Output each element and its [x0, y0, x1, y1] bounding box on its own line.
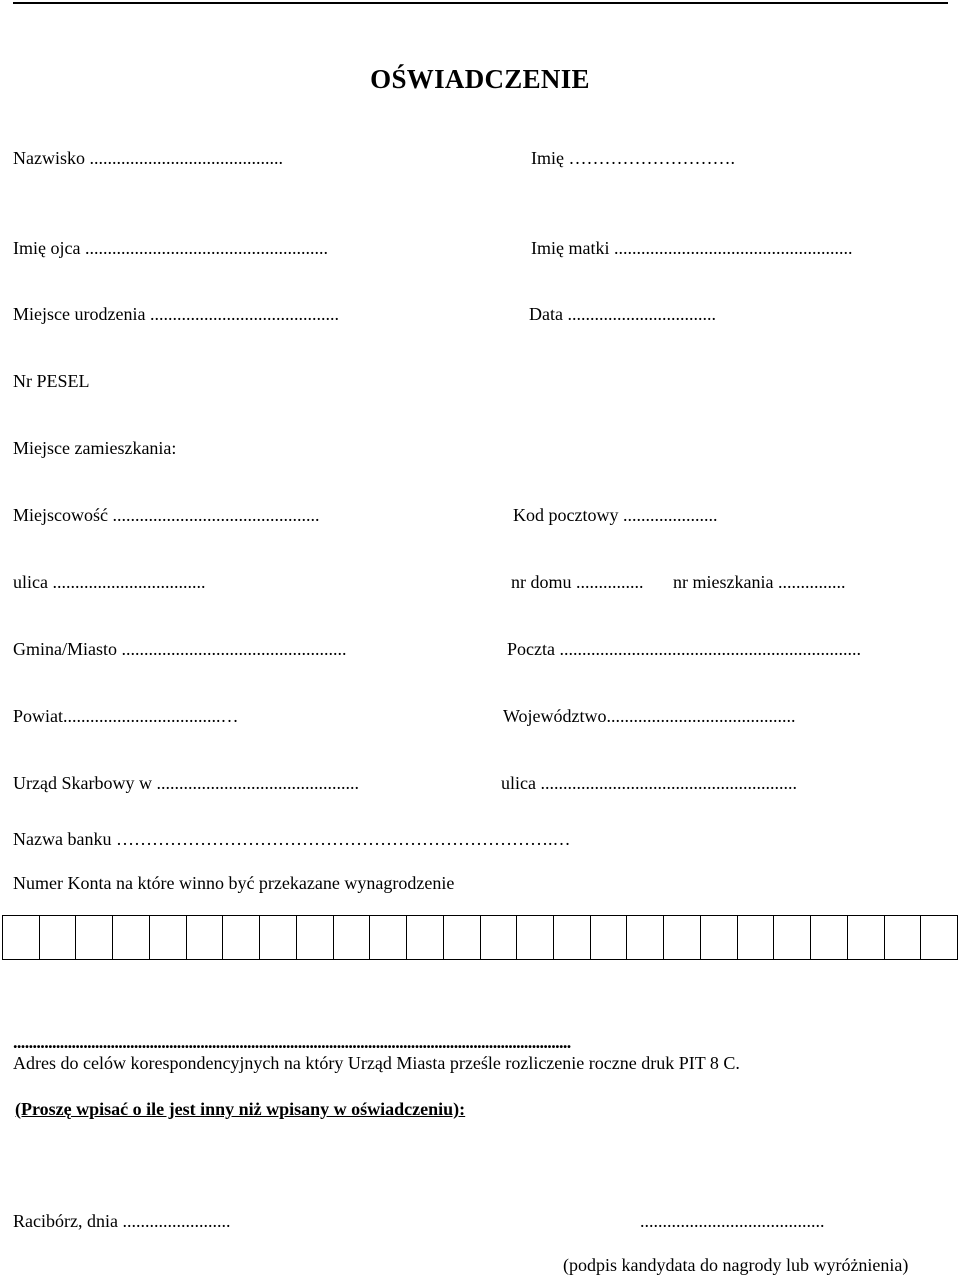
field-nazwisko[interactable]: Nazwisko ........................................... — [13, 148, 283, 168]
field-imie-matki[interactable]: Imię matki ..................................................... — [531, 238, 853, 258]
account-digit-box[interactable] — [885, 916, 922, 959]
field-ulica[interactable]: ulica .................................. — [13, 572, 206, 592]
account-digit-box[interactable] — [260, 916, 297, 959]
page-title: OŚWIADCZENIE — [370, 64, 590, 94]
field-urzad-skarbowy[interactable]: Urząd Skarbowy w ............................................. — [13, 773, 359, 793]
account-digit-box[interactable] — [40, 916, 77, 959]
field-raciborz-dnia[interactable]: Racibórz, dnia ........................ — [13, 1211, 231, 1231]
account-digit-box[interactable] — [738, 916, 775, 959]
label-numer-konta: Numer Konta na które winno być przekazane wynagrodzenie — [13, 873, 455, 893]
adres-korespondencyjny-text: Adres do celów korespondencyjnych na który Urząd Miasta prześle rozliczenie roczne druk PIT 8 C. — [13, 1053, 740, 1073]
account-digit-box[interactable] — [150, 916, 187, 959]
field-wojewodztwo[interactable]: Województwo.......................................... — [503, 706, 796, 726]
account-digit-box[interactable] — [627, 916, 664, 959]
account-digit-box[interactable] — [370, 916, 407, 959]
account-digit-box[interactable] — [921, 916, 957, 959]
dotted-line: ............................................................................................................................................... — [13, 1032, 571, 1052]
field-imie[interactable]: Imię ………………………. — [531, 148, 735, 168]
section-miejsce-zamieszkania: Miejsce zamieszkania: — [13, 438, 177, 458]
account-digit-box[interactable] — [187, 916, 224, 959]
account-digit-box[interactable] — [517, 916, 554, 959]
field-powiat[interactable]: Powiat...................................… — [13, 706, 239, 726]
account-number-boxes[interactable] — [2, 915, 958, 960]
field-nr-mieszkania[interactable]: nr mieszkania ............... — [673, 572, 846, 592]
account-digit-box[interactable] — [811, 916, 848, 959]
field-miejsce-urodzenia[interactable]: Miejsce urodzenia .......................................... — [13, 304, 339, 324]
account-digit-box[interactable] — [113, 916, 150, 959]
account-digit-box[interactable] — [297, 916, 334, 959]
account-digit-box[interactable] — [848, 916, 885, 959]
account-digit-box[interactable] — [664, 916, 701, 959]
field-nazwa-banku[interactable]: Nazwa banku ……………………………………………………………….… — [13, 829, 571, 849]
account-digit-box[interactable] — [3, 916, 40, 959]
signature-line[interactable]: ......................................... — [640, 1211, 825, 1231]
prosze-wpisac-note: (Proszę wpisać o ile jest inny niż wpisany w oświadczeniu): — [15, 1099, 466, 1119]
top-rule — [13, 2, 948, 4]
field-miejscowosc[interactable]: Miejscowość .............................................. — [13, 505, 320, 525]
field-nr-domu[interactable]: nr domu ............... — [511, 572, 644, 592]
signature-caption: (podpis kandydata do nagrody lub wyróżnienia) — [563, 1255, 909, 1275]
account-digit-box[interactable] — [591, 916, 628, 959]
account-digit-box[interactable] — [701, 916, 738, 959]
account-digit-box[interactable] — [223, 916, 260, 959]
account-digit-box[interactable] — [774, 916, 811, 959]
field-imie-ojca[interactable]: Imię ojca ...................................................... — [13, 238, 328, 258]
field-ulica-urzedu[interactable]: ulica ......................................................... — [501, 773, 797, 793]
account-digit-box[interactable] — [444, 916, 481, 959]
account-digit-box[interactable] — [554, 916, 591, 959]
field-kod-pocztowy[interactable]: Kod pocztowy ..................... — [513, 505, 718, 525]
account-digit-box[interactable] — [407, 916, 444, 959]
field-nr-pesel[interactable]: Nr PESEL — [13, 371, 90, 391]
account-digit-box[interactable] — [76, 916, 113, 959]
field-poczta[interactable]: Poczta ................................................................... — [507, 639, 861, 659]
account-digit-box[interactable] — [334, 916, 371, 959]
field-gmina-miasto[interactable]: Gmina/Miasto .................................................. — [13, 639, 347, 659]
account-digit-box[interactable] — [481, 916, 518, 959]
field-data[interactable]: Data ................................. — [529, 304, 716, 324]
